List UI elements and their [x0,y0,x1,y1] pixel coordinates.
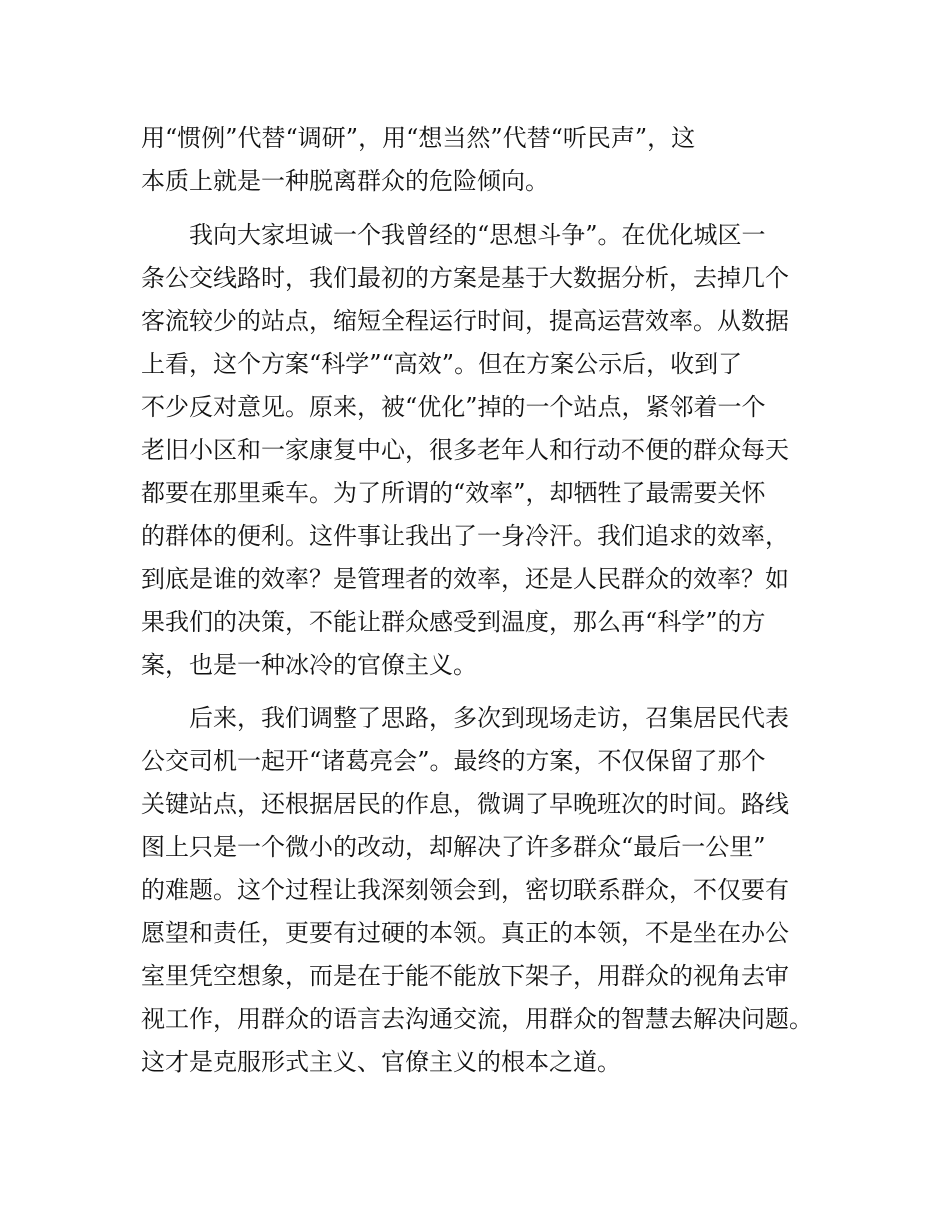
text-line: 客流较少的站点，缩短全程运行时间，提高运营效率。从数据 [141,307,789,335]
text-line: 关键站点，还根据居民的作息，微调了早晚班次的时间。路线 [141,790,789,818]
paragraph-1 [141,117,831,203]
text-line: 的群体的便利。这件事让我出了一身冷汗。我们追求的效率， [141,522,789,550]
body-text [141,117,831,1084]
text-line: 上看，这个方案“科学”“高效”。但在方案公示后，收到了 [141,350,743,378]
paragraph-spacer [141,687,831,697]
text-line: 室里凭空想象，而是在于能不能放下架子，用群众的视角去审 [141,962,789,990]
text-line: 条公交线路时，我们最初的方案是基于大数据分析，去掉几个 [141,264,789,292]
paragraph-2 [141,214,831,687]
text-line: 用“惯例”代替“调研”，用“想当然”代替“听民声”，这 [141,124,696,152]
text-line: 到底是谁的效率？是管理者的效率，还是人民群众的效率？如 [141,565,789,593]
text-line: 案，也是一种冰冷的官僚主义。 [141,651,477,679]
text-line: 我向大家坦诚一个我曾经的“思想斗争”。在优化城区一 [189,221,766,249]
text-line: 后来，我们调整了思路，多次到现场走访，召集居民代表 [189,704,789,732]
text-line: 本质上就是一种脱离群众的危险倾向。 [141,167,549,195]
text-line: 不少反对意见。原来，被“优化”掉的一个站点，紧邻着一个 [141,393,766,421]
text-line: 的难题。这个过程让我深刻领会到，密切联系群众，不仅要有 [141,876,789,904]
text-line: 都要在那里乘车。为了所谓的“效率”，却牺牲了最需要关怀 [141,479,766,507]
text-line: 老旧小区和一家康复中心，很多老年人和行动不便的群众每天 [141,436,789,464]
text-line: 图上只是一个微小的改动，却解决了许多群众“最后一公里” [141,833,766,861]
text-line: 视工作，用群众的语言去沟通交流，用群众的智慧去解决问题。 [141,1005,813,1033]
text-line: 果我们的决策，不能让群众感受到温度，那么再“科学”的方 [141,608,766,636]
text-line: 公交司机一起开“诸葛亮会”。最终的方案，不仅保留了那个 [141,747,766,775]
text-line: 这才是克服形式主义、官僚主义的根本之道。 [141,1048,621,1076]
paragraph-3 [141,697,831,1084]
text-line: 愿望和责任，更要有过硬的本领。真正的本领，不是坐在办公 [141,919,789,947]
paragraph-spacer [141,203,831,214]
